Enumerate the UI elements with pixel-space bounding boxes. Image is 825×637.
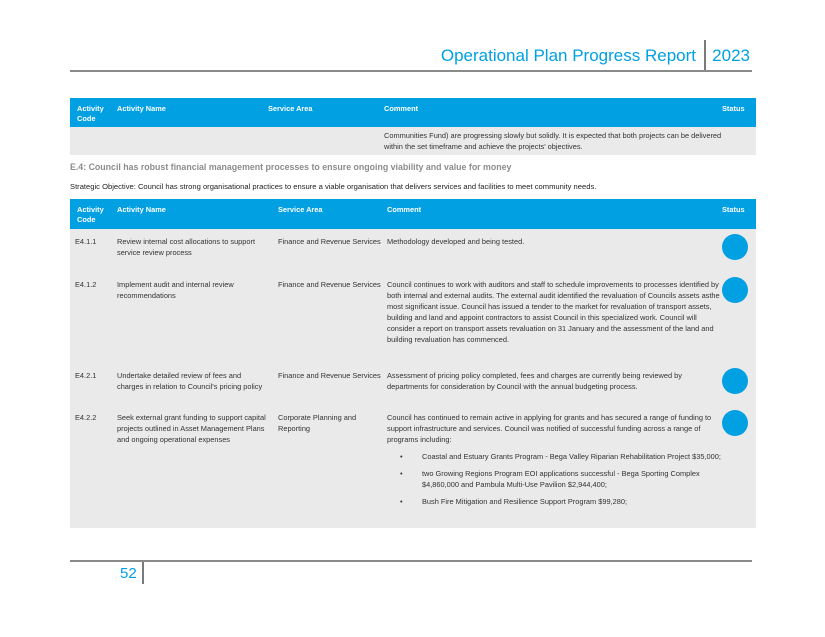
footer-rule [70, 560, 752, 562]
footer-divider [142, 562, 144, 584]
table-row [70, 405, 756, 528]
report-year: 2023 [712, 46, 750, 65]
status-indicator [722, 410, 748, 436]
header-divider [704, 40, 706, 70]
header-service-area: Service Area [278, 205, 323, 214]
service-area: Finance and Revenue Services [278, 280, 381, 289]
header-service-area: Service Area [268, 104, 313, 113]
table-row-continued [70, 127, 756, 155]
activity-code: E4.2.1 [75, 371, 97, 380]
comment: Assessment of pricing policy completed, fees and charges are currently being reviewed by departments for consideration by Council with the annual budgeting process. [387, 371, 682, 391]
comment-block [387, 412, 721, 513]
table-header [70, 199, 756, 229]
service-area: Finance and Revenue Services [278, 371, 381, 380]
header-rule [70, 70, 752, 72]
status-indicator [722, 368, 748, 394]
table-row [70, 363, 756, 405]
header-comment: Comment [384, 104, 419, 113]
activity-name: Review internal cost allocations to support service review process [117, 237, 256, 257]
report-header [70, 40, 752, 70]
activity-code: E4.1.1 [75, 237, 97, 246]
table-row [70, 272, 756, 363]
service-area: Finance and Revenue Services [278, 237, 381, 246]
activity-name: Seek external grant funding to support capital projects outlined in Asset Management Plans and ongoing operational expenses [117, 413, 266, 444]
comment: Council has continued to remain active in applying for grants and has secured a range of funding to support infrastructure and services. Council was notified of successful funding across a range of programs including: [387, 413, 712, 444]
list-item: • Bush Fire Mitigation and Resilience Support Program $99,280; [387, 496, 721, 507]
activity-name: Undertake detailed review of fees and charges in relation to Council's pricing policy [117, 371, 263, 391]
activity-code: E4.1.2 [75, 280, 97, 289]
header-activity-code: Activity Code [77, 104, 104, 123]
table-row [70, 229, 756, 272]
header-comment: Comment [387, 205, 422, 214]
service-area: Corporate Planning and Reporting [278, 413, 357, 433]
header-status: Status [722, 104, 745, 113]
list-item: • Coastal and Estuary Grants Program - Bega Valley Riparian Rehabilitation Project $35,000; [387, 451, 721, 462]
header-activity-name: Activity Name [117, 104, 166, 113]
continued-comment: Communities Fund) are progressing slowly but solidly. It is expected that both projects can be delivered within the set timeframe and achieve the projects' objectives. [384, 131, 722, 151]
status-indicator [722, 234, 748, 260]
page-number: 52 [120, 565, 137, 582]
comment: Methodology developed and being tested. [387, 237, 525, 246]
section-heading: E.4: Council has robust financial management processes to ensure ongoing viability and value for money [70, 162, 512, 172]
header-activity-name: Activity Name [117, 205, 166, 214]
status-indicator [722, 277, 748, 303]
activity-code: E4.2.2 [75, 413, 97, 422]
list-item: • two Growing Regions Program EOI applications successful - Bega Sporting Complex $4,860,000 and Pambula Multi-Use Pavilion $2,944,400; [387, 468, 721, 490]
activity-name: Implement audit and internal review recommendations [117, 280, 234, 300]
header-activity-code: Activity Code [77, 205, 104, 224]
funding-list [387, 451, 721, 507]
table-header-continued [70, 98, 756, 127]
report-title: Operational Plan Progress Report [440, 46, 696, 65]
comment: Council continues to work with auditors and staff to schedule improvements to processes identified by both internal and external audits. The external audit identified the revaluation of Councils assets asthe most significant issue. Council has issued a tender to the market for revaluation of transport assets, building and land and appoint contractors to assist Council in this specialized work. Council will consider a report on transport assets revaluation on 31 January and the assessment of the land and building revaluation has commenced. [387, 280, 720, 344]
strategic-objective: Strategic Objective: Council has strong organisational practices to ensure a viable organisation that delivers services and facilities to meet community needs. [70, 182, 597, 191]
header-status: Status [722, 205, 745, 214]
